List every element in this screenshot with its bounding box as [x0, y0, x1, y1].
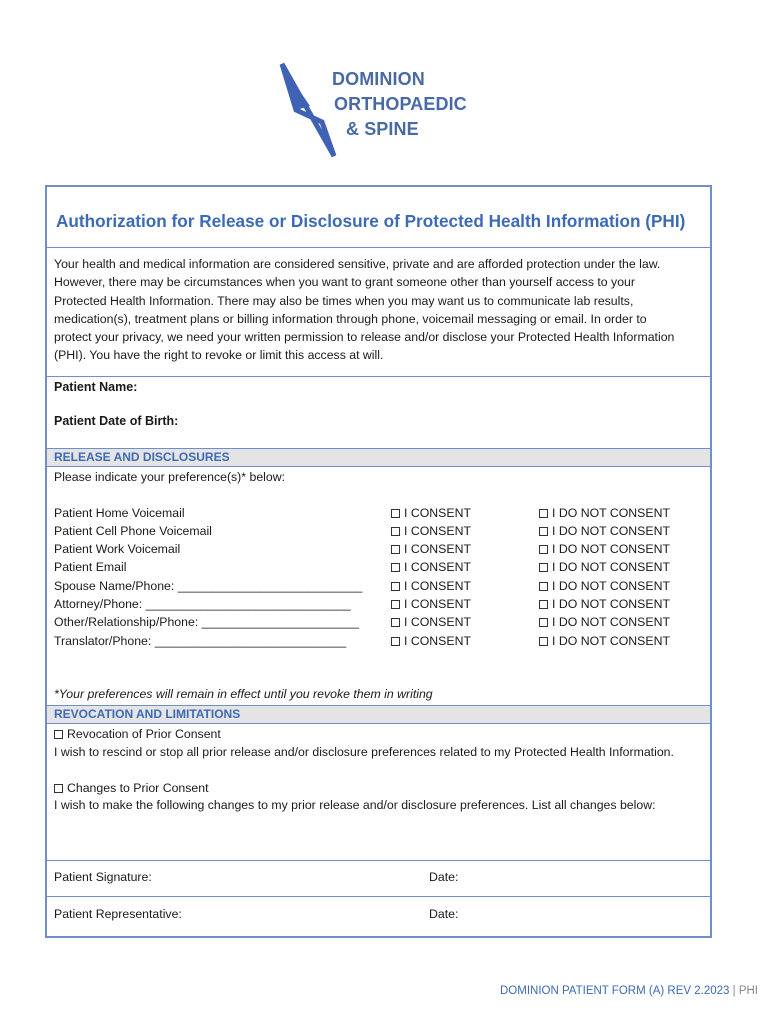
checkbox-icon[interactable]	[391, 600, 400, 609]
patient-name-label[interactable]: Patient Name:	[54, 380, 138, 394]
release-section-header	[47, 448, 710, 467]
release-instruction: Please indicate your preference(s)* below:	[54, 470, 286, 484]
patient-representative-label: Patient Representative:	[54, 907, 182, 921]
checkbox-icon[interactable]	[391, 527, 400, 536]
revoke-checkbox[interactable]	[54, 727, 221, 741]
revocation-section-header	[47, 705, 710, 724]
logo-line-2: ORTHOPAEDIC	[334, 94, 467, 114]
consent-checkbox[interactable]: I CONSENT	[391, 560, 471, 574]
no-consent-checkbox[interactable]: I DO NOT CONSENT	[539, 506, 670, 520]
no-consent-checkbox[interactable]: I DO NOT CONSENT	[539, 542, 670, 556]
checkbox-icon[interactable]	[539, 582, 548, 591]
consent-checkbox[interactable]: I CONSENT	[391, 634, 471, 648]
footer-separator: |	[732, 985, 736, 997]
intro-paragraph	[54, 255, 704, 365]
footer-suffix: PHI	[738, 985, 758, 997]
checkbox-icon[interactable]	[539, 637, 548, 646]
intro-line: medication(s), treatment plans or billing information through phone, voicemail messaging or email. In order to	[54, 311, 647, 326]
form-title: Authorization for Release or Disclosure of Protected Health Information (PHI)	[56, 211, 686, 231]
checkbox-icon[interactable]	[391, 618, 400, 627]
preferences-note: *Your preferences will remain in effect until you revoke them in writing	[54, 687, 433, 701]
no-consent-checkbox[interactable]: I DO NOT CONSENT	[539, 634, 670, 648]
company-logo	[276, 60, 516, 160]
consent-row	[47, 524, 710, 542]
no-consent-checkbox[interactable]: I DO NOT CONSENT	[539, 560, 670, 574]
consent-option-label[interactable]: Translator/Phone: ____________________________	[54, 634, 347, 648]
checkbox-icon[interactable]	[539, 509, 548, 518]
intro-line: However, there may be circumstances when you want to grant someone other than yourself access to your	[54, 275, 635, 290]
signature-date-label: Date:	[429, 870, 459, 884]
intro-line: (PHI). You have the right to revoke or limit this access at will.	[54, 348, 384, 363]
patient-signature-label: Patient Signature:	[54, 870, 152, 884]
change-checkbox[interactable]	[54, 781, 209, 795]
consent-option-label: Patient Email	[54, 560, 127, 574]
representative-date-label: Date:	[429, 907, 459, 921]
checkbox-icon[interactable]	[539, 618, 548, 627]
logo-line-1: DOMINION	[332, 69, 425, 89]
consent-row	[47, 560, 710, 578]
checkbox-icon[interactable]	[391, 582, 400, 591]
intro-line: Protected Health Information. There may also be times when you may want us to communicate lab results,	[54, 293, 634, 308]
form-footer	[500, 985, 758, 997]
consent-option-label[interactable]: Spouse Name/Phone: ___________________________	[54, 579, 363, 593]
consent-option-label[interactable]: Attorney/Phone: ______________________________	[54, 597, 351, 611]
consent-row	[47, 634, 710, 652]
revocation-heading: REVOCATION AND LIMITATIONS	[54, 707, 241, 721]
checkbox-icon[interactable]	[539, 527, 548, 536]
checkbox-icon[interactable]	[539, 563, 548, 572]
revoke-label: Revocation of Prior Consent	[67, 727, 221, 741]
footer-form-id: DOMINION PATIENT FORM (A) REV 2.2023	[500, 985, 730, 997]
checkbox-icon[interactable]	[391, 509, 400, 518]
patient-representative-row[interactable]	[47, 896, 710, 937]
revoke-text: I wish to rescind or stop all prior release and/or disclosure preferences related to my Protected Health Information.	[54, 745, 674, 759]
consent-checkbox[interactable]: I CONSENT	[391, 615, 471, 629]
consent-option-label[interactable]: Other/Relationship/Phone: _______________________	[54, 615, 359, 629]
consent-row	[47, 597, 710, 615]
release-heading: RELEASE AND DISCLOSURES	[54, 450, 230, 464]
patient-signature-row[interactable]	[47, 860, 710, 897]
consent-checkbox[interactable]: I CONSENT	[391, 524, 471, 538]
checkbox-icon[interactable]	[391, 563, 400, 572]
intro-line: Your health and medical information are considered sensitive, private and are afforded protection under the law.	[54, 257, 661, 271]
checkbox-icon[interactable]	[539, 600, 548, 609]
change-label: Changes to Prior Consent	[67, 781, 209, 795]
consent-checkbox[interactable]: I CONSENT	[391, 579, 471, 593]
consent-checkbox[interactable]: I CONSENT	[391, 597, 471, 611]
consent-option-label: Patient Work Voicemail	[54, 542, 181, 556]
patient-dob-label[interactable]: Patient Date of Birth:	[54, 414, 179, 428]
logo-line-3: & SPINE	[346, 119, 419, 139]
checkbox-icon[interactable]	[391, 637, 400, 646]
consent-checkbox[interactable]: I CONSENT	[391, 506, 471, 520]
consent-option-label: Patient Home Voicemail	[54, 506, 185, 520]
consent-row	[47, 542, 710, 560]
checkbox-icon[interactable]	[391, 545, 400, 554]
checkbox-icon[interactable]	[539, 545, 548, 554]
checkbox-icon[interactable]	[54, 784, 63, 793]
intro-line: protect your privacy, we need your written permission to release and/or disclose your Protected Health Information	[54, 330, 675, 345]
consent-option-label: Patient Cell Phone Voicemail	[54, 524, 212, 538]
phi-authorization-form	[45, 185, 712, 938]
no-consent-checkbox[interactable]: I DO NOT CONSENT	[539, 524, 670, 538]
checkbox-icon[interactable]	[54, 730, 63, 739]
consent-checkbox[interactable]: I CONSENT	[391, 542, 471, 556]
change-text: I wish to make the following changes to my prior release and/or disclosure preferences. List all changes below:	[54, 798, 656, 812]
consent-row	[47, 506, 710, 524]
patient-info-divider	[47, 376, 710, 377]
logo-wordmark	[332, 67, 467, 142]
no-consent-checkbox[interactable]: I DO NOT CONSENT	[539, 579, 670, 593]
no-consent-checkbox[interactable]: I DO NOT CONSENT	[539, 615, 670, 629]
no-consent-checkbox[interactable]: I DO NOT CONSENT	[539, 597, 670, 611]
consent-row	[47, 615, 710, 633]
consent-row	[47, 579, 710, 597]
